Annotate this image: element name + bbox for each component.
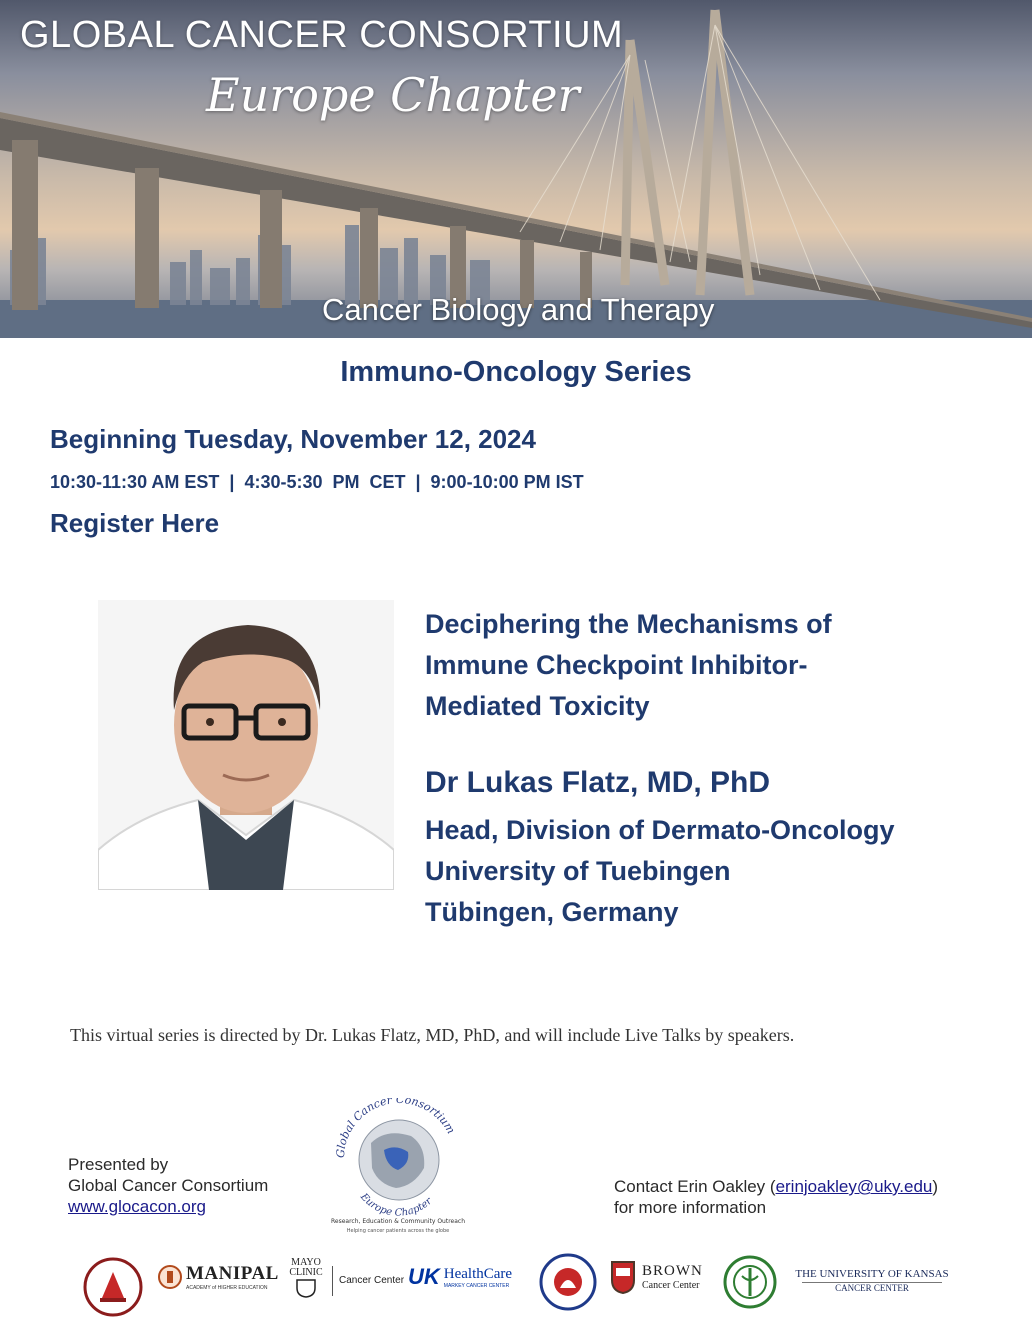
contact-info <box>614 1176 938 1218</box>
partner-logos <box>0 1248 1032 1328</box>
contact-line <box>614 1176 938 1197</box>
talk-title-line: Mediated Toxicity <box>425 691 650 721</box>
cancer-institute-emblem <box>538 1252 598 1312</box>
org-title: GLOBAL CANCER CONSORTIUM <box>20 14 624 56</box>
hero-subtitle: Cancer Biology and Therapy <box>322 292 715 327</box>
presented-by <box>68 1154 268 1217</box>
mayo-cancer-center: Cancer Center <box>339 1275 405 1286</box>
contact-prefix: Contact Erin Oakley ( <box>614 1177 776 1196</box>
talk-title <box>425 604 832 727</box>
affiliation-line: Head, Division of Dermato-Oncology <box>425 815 895 845</box>
speaker-affiliation <box>425 810 895 933</box>
series-title: Immuno-Oncology Series <box>340 356 692 388</box>
presenter-name: Global Cancer Consortium <box>68 1176 269 1195</box>
uk-mark: UK <box>408 1264 440 1289</box>
uk-sub: MARKEY CANCER CENTER <box>443 1282 510 1289</box>
speaker-photo <box>98 600 394 890</box>
contact-more-info: for more information <box>614 1198 767 1217</box>
mayo-name: MAYO CLINIC <box>289 1257 323 1278</box>
website-link[interactable]: www.glocacon.org <box>68 1197 206 1216</box>
manipal-name: MANIPAL <box>186 1263 279 1284</box>
series-note: This virtual series is directed by Dr. Lukas Flatz, MD, PhD, and will include Live Talks by speakers. <box>70 1025 795 1045</box>
uk-healthcare-logo <box>408 1264 512 1290</box>
globe-arc-text: Global Cancer Consortium <box>333 1098 458 1159</box>
manipal-sub: ACADEMY of HIGHER EDUCATION <box>186 1285 268 1291</box>
kansas-name: THE UNIVERSITY OF KANSAS <box>795 1268 949 1280</box>
kansas-cancer-center-logo <box>792 1268 952 1293</box>
globe-tagline: Research, Education & Community Outreach <box>330 1218 466 1225</box>
brown-cancer-center-logo <box>610 1260 703 1294</box>
mayo-clinic-logo <box>286 1258 404 1303</box>
talk-title-line: Deciphering the Mechanisms of <box>425 609 832 639</box>
talk-title-line: Immune Checkpoint Inhibitor- <box>425 650 808 680</box>
brown-sub: Cancer Center <box>642 1280 700 1291</box>
medical-university-emblem <box>722 1254 778 1310</box>
speaker-name: Dr Lukas Flatz, MD, PhD <box>425 766 771 799</box>
kansas-sub: CANCER CENTER <box>835 1283 909 1293</box>
affiliation-line: University of Tuebingen <box>425 856 731 886</box>
chapter-title: Europe Chapter <box>206 68 580 122</box>
brown-name: BROWN <box>642 1263 703 1279</box>
consortium-globe-logo <box>326 1098 471 1238</box>
globe-tagline-2: Helping cancer patients across the globe <box>346 1228 450 1234</box>
presented-label: Presented by <box>68 1155 169 1174</box>
uk-healthcare-name: HealthCare <box>443 1265 513 1282</box>
register-link[interactable]: Register Here <box>50 508 220 538</box>
manipal-logo <box>158 1262 279 1292</box>
event-date: Beginning Tuesday, November 12, 2024 <box>50 424 536 454</box>
contact-suffix: ) <box>932 1177 939 1196</box>
tata-memorial-logo <box>82 1256 144 1318</box>
affiliation-line: Tübingen, Germany <box>425 897 679 927</box>
event-times: 10:30-11:30 AM EST | 4:30-5:30 PM CET | 9:00-10:00 PM IST <box>50 472 584 492</box>
hero-banner <box>0 0 1032 338</box>
contact-email-link[interactable]: erinjoakley@uky.edu <box>775 1177 933 1196</box>
globe-bottom-text: Europe Chapter <box>357 1191 435 1219</box>
